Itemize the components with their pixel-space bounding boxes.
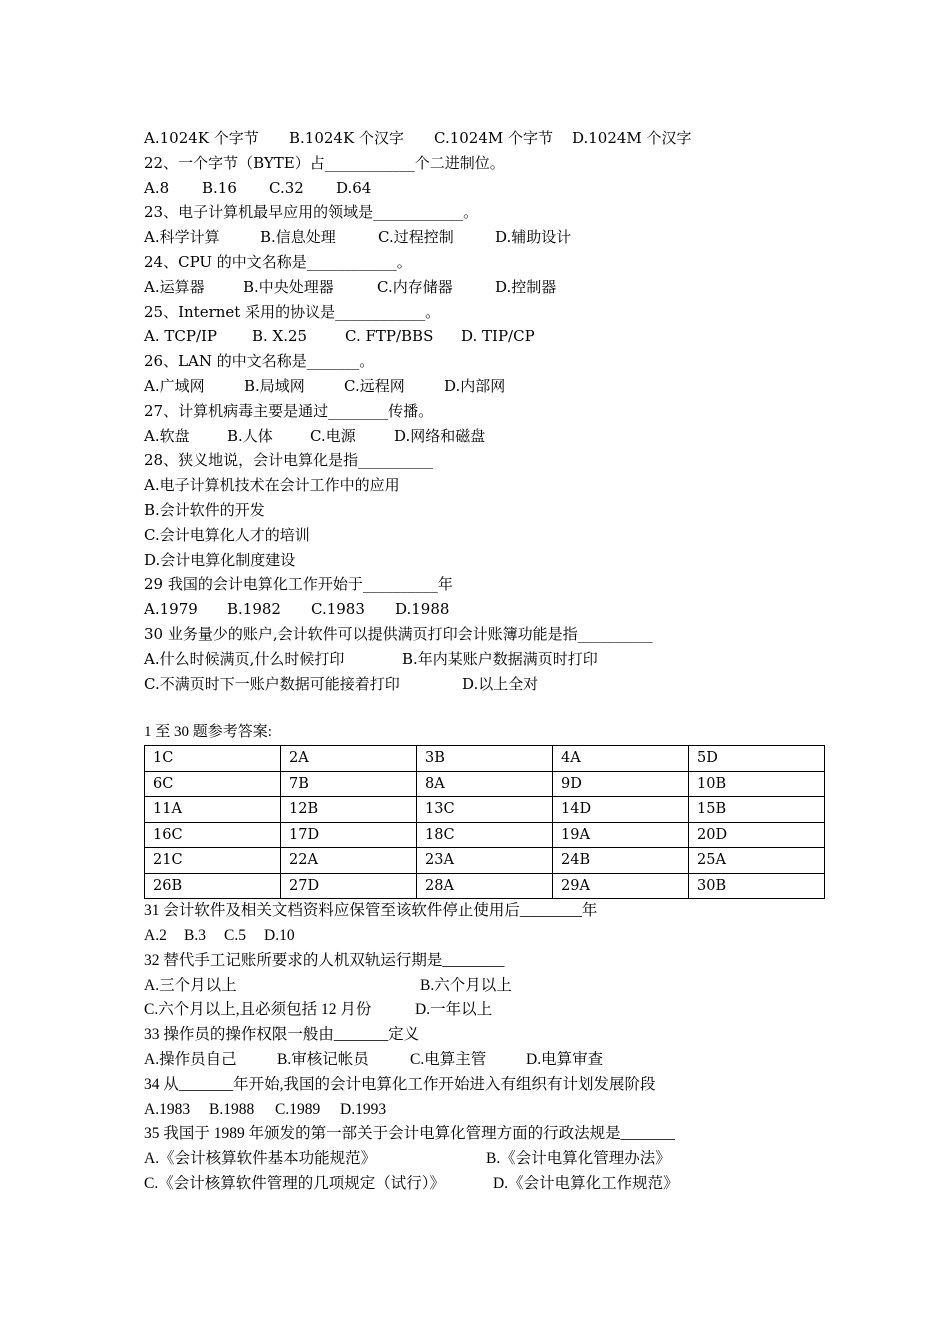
option-d: D.1024M 个汉字 <box>572 129 692 147</box>
q28-option-c: C.会计电算化人才的培训 <box>144 525 310 544</box>
option-b: B. X.25 <box>252 327 308 346</box>
answer-cell: 26B <box>145 873 281 899</box>
q27-options <box>144 424 844 449</box>
q31-options <box>144 924 844 949</box>
question-23: 23、电子计算机最早应用的领域是____________。 <box>144 203 479 222</box>
option-d: D.10 <box>264 926 295 944</box>
answer-cell: 13C <box>417 797 553 823</box>
table-row <box>145 746 825 772</box>
option-a: A.三个月以上 <box>144 976 237 994</box>
option-c: C.内存储器 <box>377 277 453 296</box>
question-25: 25、Internet 采用的协议是____________。 <box>144 302 441 321</box>
answer-cell: 10B <box>689 771 825 797</box>
table-row <box>145 873 825 899</box>
question-29: 29 我国的会计电算化工作开始于__________年 <box>144 575 453 594</box>
answer-cell: 6C <box>145 771 281 797</box>
q32-options-row2 <box>144 998 844 1023</box>
option-b: B.审核记帐员 <box>277 1050 369 1068</box>
option-b: B.3 <box>184 926 206 944</box>
question-34: 34 从_______年开始,我国的会计电算化工作开始进入有组织有计划发展阶段 <box>144 1075 656 1093</box>
option-a: A. TCP/IP <box>144 327 218 346</box>
option-a: A.运算器 <box>144 277 205 296</box>
option-b: B.中央处理器 <box>243 277 334 296</box>
option-d: D.一年以上 <box>415 1001 493 1019</box>
answer-cell: 27D <box>281 873 417 899</box>
option-d: D.64 <box>336 178 372 197</box>
option-d: D.辅助设计 <box>495 228 572 247</box>
answer-cell: 2A <box>281 746 417 772</box>
q28-option-b: B.会计软件的开发 <box>144 500 265 519</box>
option-c: C.32 <box>269 178 304 197</box>
answer-cell: 19A <box>553 822 689 848</box>
answer-cell: 7B <box>281 771 417 797</box>
q30-options-row1 <box>144 647 844 672</box>
option-a: A.1979 <box>144 600 198 619</box>
option-b: B.年内某账户数据满页时打印 <box>402 649 598 668</box>
q23-options <box>144 225 844 250</box>
answer-cell: 3B <box>417 746 553 772</box>
option-d: D.网络和磁盘 <box>394 426 486 445</box>
question-28: 28、狭义地说，会计电算化是指__________ <box>144 451 434 470</box>
option-c: C.电算主管 <box>410 1050 487 1068</box>
q35-options-row2 <box>144 1172 844 1197</box>
answer-table <box>144 745 825 899</box>
option-c: C.5 <box>224 926 246 944</box>
option-c: C.1983 <box>311 600 365 619</box>
question-30: 30 业务量少的账户,会计软件可以提供满页打印会计账簿功能是指__________ <box>144 624 653 643</box>
option-a: A.操作员自己 <box>144 1050 237 1068</box>
answer-cell: 20D <box>689 822 825 848</box>
question-24: 24、CPU 的中文名称是____________。 <box>144 252 412 271</box>
option-c: C.电源 <box>310 426 356 445</box>
q34-options <box>144 1098 844 1123</box>
answer-cell: 22A <box>281 848 417 874</box>
option-d: D.《会计电算化工作规范》 <box>493 1174 679 1192</box>
q32-options-row1 <box>144 974 844 999</box>
option-b: B.人体 <box>227 426 273 445</box>
q22-options <box>144 176 844 201</box>
option-a: A.《会计核算软件基本功能规范》 <box>144 1150 377 1168</box>
question-35: 35 我国于 1989 年颁发的第一部关于会计电算化管理方面的行政法规是_______ <box>144 1125 675 1143</box>
question-27: 27、计算机病毒主要是通过________传播。 <box>144 401 434 420</box>
table-row <box>145 771 825 797</box>
option-b: B.1988 <box>209 1100 255 1118</box>
answer-cell: 29A <box>553 873 689 899</box>
option-b: B.信息处理 <box>260 228 336 247</box>
q24-options <box>144 275 844 300</box>
option-d: D.1993 <box>340 1100 387 1118</box>
option-a: A.8 <box>144 178 170 197</box>
answer-cell: 9D <box>553 771 689 797</box>
answer-cell: 14D <box>553 797 689 823</box>
option-c: C.1989 <box>275 1100 321 1118</box>
table-row <box>145 797 825 823</box>
table-row <box>145 848 825 874</box>
table-row <box>145 822 825 848</box>
answer-cell: 18C <box>417 822 553 848</box>
q29-options <box>144 597 844 622</box>
q25-options <box>144 324 844 349</box>
question-32: 32 替代手工记账所要求的人机双轨运行期是________ <box>144 951 505 969</box>
option-b: B.16 <box>202 178 237 197</box>
document-page <box>144 126 844 1197</box>
option-d: D.1988 <box>395 600 450 619</box>
q26-options <box>144 374 844 399</box>
answer-cell: 21C <box>145 848 281 874</box>
answer-cell: 12B <box>281 797 417 823</box>
option-b: B.局域网 <box>244 376 305 395</box>
answer-cell: 11A <box>145 797 281 823</box>
option-c: C.过程控制 <box>378 228 454 247</box>
answer-cell: 17D <box>281 822 417 848</box>
answer-cell: 1C <box>145 746 281 772</box>
answer-cell: 30B <box>689 873 825 899</box>
q21-options <box>144 126 844 151</box>
spacer <box>144 696 844 720</box>
answer-cell: 25A <box>689 848 825 874</box>
option-b: B.1024K 个汉字 <box>289 129 404 147</box>
question-31: 31 会计软件及相关文档资料应保管至该软件停止使用后________年 <box>144 902 598 920</box>
option-a: A.1983 <box>144 1100 191 1118</box>
option-c: C.1024M 个字节 <box>434 129 554 147</box>
q35-options-row1 <box>144 1147 844 1172</box>
q28-option-d: D.会计电算化制度建设 <box>144 550 296 569</box>
option-d: D.以上全对 <box>462 674 539 693</box>
option-b: B.1982 <box>227 600 281 619</box>
answers-title: 1 至 30 题参考答案: <box>144 724 272 741</box>
option-c: C.不满页时下一账户数据可能接着打印 <box>144 674 400 693</box>
answer-cell: 16C <box>145 822 281 848</box>
option-d: D.电算审查 <box>526 1050 604 1068</box>
question-26: 26、LAN 的中文名称是_______。 <box>144 352 375 371</box>
option-a: A.广域网 <box>144 376 205 395</box>
answer-cell: 5D <box>689 746 825 772</box>
q28-option-a: A.电子计算机技术在会计工作中的应用 <box>144 476 400 495</box>
option-a: A.什么时候满页,什么时候打印 <box>144 649 345 668</box>
answer-cell: 15B <box>689 797 825 823</box>
answer-cell: 28A <box>417 873 553 899</box>
q33-options <box>144 1048 844 1073</box>
answer-cell: 24B <box>553 848 689 874</box>
answer-cell: 4A <box>553 746 689 772</box>
option-b: B.六个月以上 <box>420 976 512 994</box>
question-33: 33 操作员的操作权限一般由_______定义 <box>144 1026 420 1044</box>
option-d: D.内部网 <box>444 376 506 395</box>
option-a: A.2 <box>144 926 167 944</box>
option-a: A.软盘 <box>144 426 190 445</box>
option-c: C. FTP/BBS <box>345 327 434 346</box>
option-b: B.《会计电算化管理办法》 <box>486 1150 671 1168</box>
q30-options-row2 <box>144 672 844 697</box>
answer-cell: 23A <box>417 848 553 874</box>
answer-cell: 8A <box>417 771 553 797</box>
option-d: D.控制器 <box>495 277 557 296</box>
question-22: 22、一个字节（BYTE）占____________个二进制位。 <box>144 153 505 172</box>
option-d: D. TIP/CP <box>461 327 535 346</box>
option-a: A.科学计算 <box>144 228 220 247</box>
option-a: A.1024K 个字节 <box>144 129 259 147</box>
option-c: C.《会计核算软件管理的几项规定（试行）》 <box>144 1174 445 1192</box>
option-c: C.远程网 <box>344 376 405 395</box>
option-c: C.六个月以上,且必须包括 12 月份 <box>144 1001 372 1019</box>
